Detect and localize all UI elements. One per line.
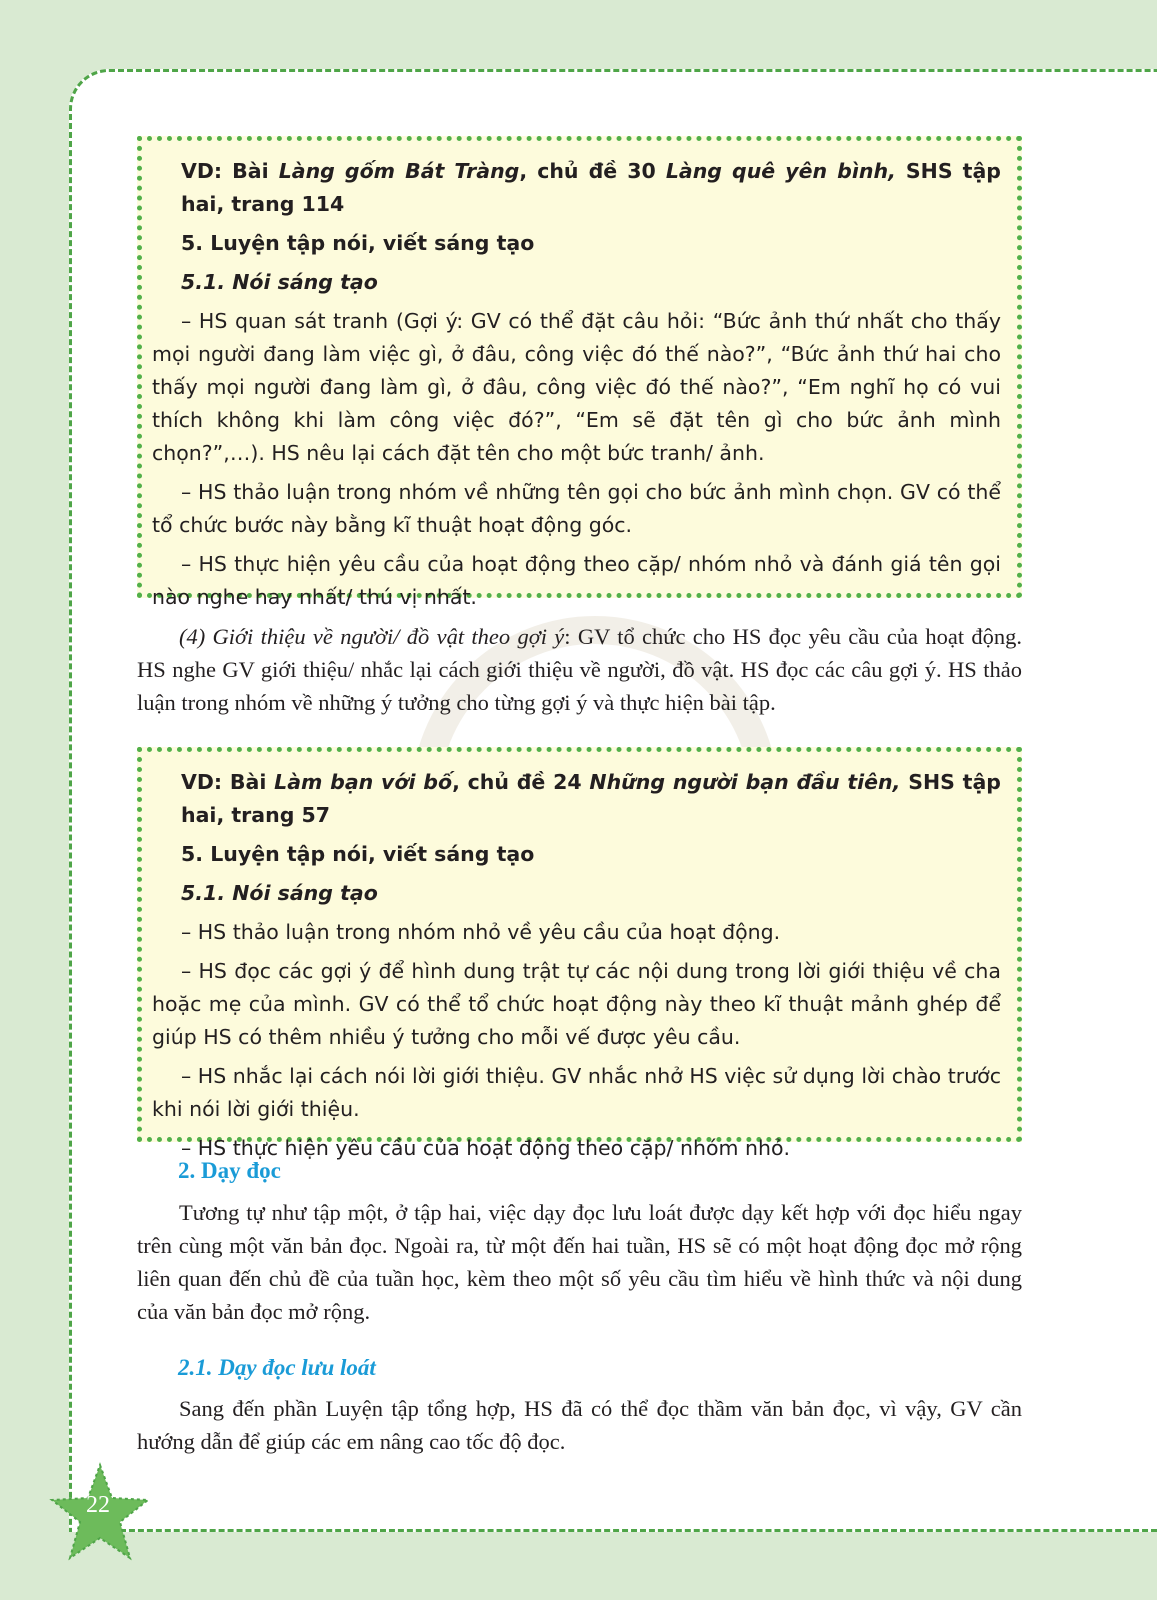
list-item: – HS nhắc lại cách nói lời giới thiệu. GV nhắc nhở HS việc sử dụng lời chào trước khi nói lời giới thiệu. <box>152 1064 1001 1121</box>
example-title: VD: Bài Làm bạn với bố, chủ đề 24 Những người bạn đầu tiên, SHS tập hai, trang 57 <box>181 770 1001 827</box>
list-item: – HS thảo luận trong nhóm nhỏ về yêu cầu của hoạt động. <box>181 920 781 944</box>
section-2-heading: 2. Dạy đọc <box>178 1158 281 1183</box>
section-2-1-heading: 2.1. Dạy đọc lưu loát <box>178 1355 376 1380</box>
paragraph-4: (4) Giới thiệu về người/ đồ vật theo gợi ý: GV tổ chức cho HS đọc yêu cầu của hoạt động. HS nghe GV giới thiệu/ nhắc lại cách giới thiệu về người, đồ vật. HS đọc các câu gợi ý. HS thảo luận trong nhóm về những ý tưởng cho từng gợi ý và thực hiện bài tập. <box>137 624 1023 715</box>
section-heading: 5. Luyện tập nói, viết sáng tạo <box>181 842 535 866</box>
list-item: – HS quan sát tranh (Gợi ý: GV có thể đặt câu hỏi: “Bức ảnh thứ nhất cho thấy mọi người đang làm việc gì, ở đâu, công việc đó thế nào?”, “Bức ảnh thứ hai cho thấy mọi người đang làm gì, ở đâu, công việc đó thế nào?”, “Em nghĩ họ có vui thích không khi làm công việc đó?”, “Em sẽ đặt tên gì cho bức ảnh mình chọn?”,…). HS nêu lại cách đặt tên cho một bức tranh/ ảnh. <box>152 309 1001 465</box>
section-2-body: Tương tự như tập một, ở tập hai, việc dạy đọc lưu loát được dạy kết hợp với đọc hiểu ngay trên cùng một văn bản đọc. Ngoài ra, từ một đến hai tuần, HS sẽ có một hoạt động đọc mở rộng liên quan đến chủ đề của tuần học, kèm theo một số yêu cầu tìm hiểu về hình thức và nội dung của văn bản đọc mở rộng. <box>137 1200 1022 1324</box>
example-box-2 <box>137 747 1022 1160</box>
subsection-heading: 5.1. Nói sáng tạo <box>181 270 378 294</box>
page-number: 22 <box>86 1492 110 1518</box>
list-item: – HS thực hiện yêu cầu của hoạt động theo cặp/ nhóm nhỏ và đánh giá tên gọi nào nghe hay nhất/ thú vị nhất. <box>152 552 1001 609</box>
subsection-heading: 5.1. Nói sáng tạo <box>181 881 378 905</box>
section-heading: 5. Luyện tập nói, viết sáng tạo <box>181 231 535 255</box>
example-title: VD: Bài Làng gốm Bát Tràng, chủ đề 30 Làng quê yên bình, SHS tập hai, trang 114 <box>181 159 1001 216</box>
list-item: – HS thực hiện yêu cầu của hoạt động theo cặp/ nhóm nhỏ. <box>181 1136 791 1160</box>
list-item: – HS thảo luận trong nhóm về những tên gọi cho bức ảnh mình chọn. GV có thể tổ chức bước này bằng kĩ thuật hoạt động góc. <box>152 480 1001 537</box>
section-2-1-body: Sang đến phần Luyện tập tổng hợp, HS đã có thể đọc thầm văn bản đọc, vì vậy, GV cần hướng dẫn để giúp các em nâng cao tốc độ đọc. <box>137 1396 1022 1454</box>
list-item: – HS đọc các gợi ý để hình dung trật tự các nội dung trong lời giới thiệu về cha hoặc mẹ của mình. GV có thể tổ chức hoạt động này theo kĩ thuật mảnh ghép để giúp HS có thêm nhiều ý tưởng cho mỗi vế được yêu cầu. <box>152 959 1001 1049</box>
example-box-1 <box>137 136 1022 609</box>
bottom-divider <box>120 1529 1157 1532</box>
